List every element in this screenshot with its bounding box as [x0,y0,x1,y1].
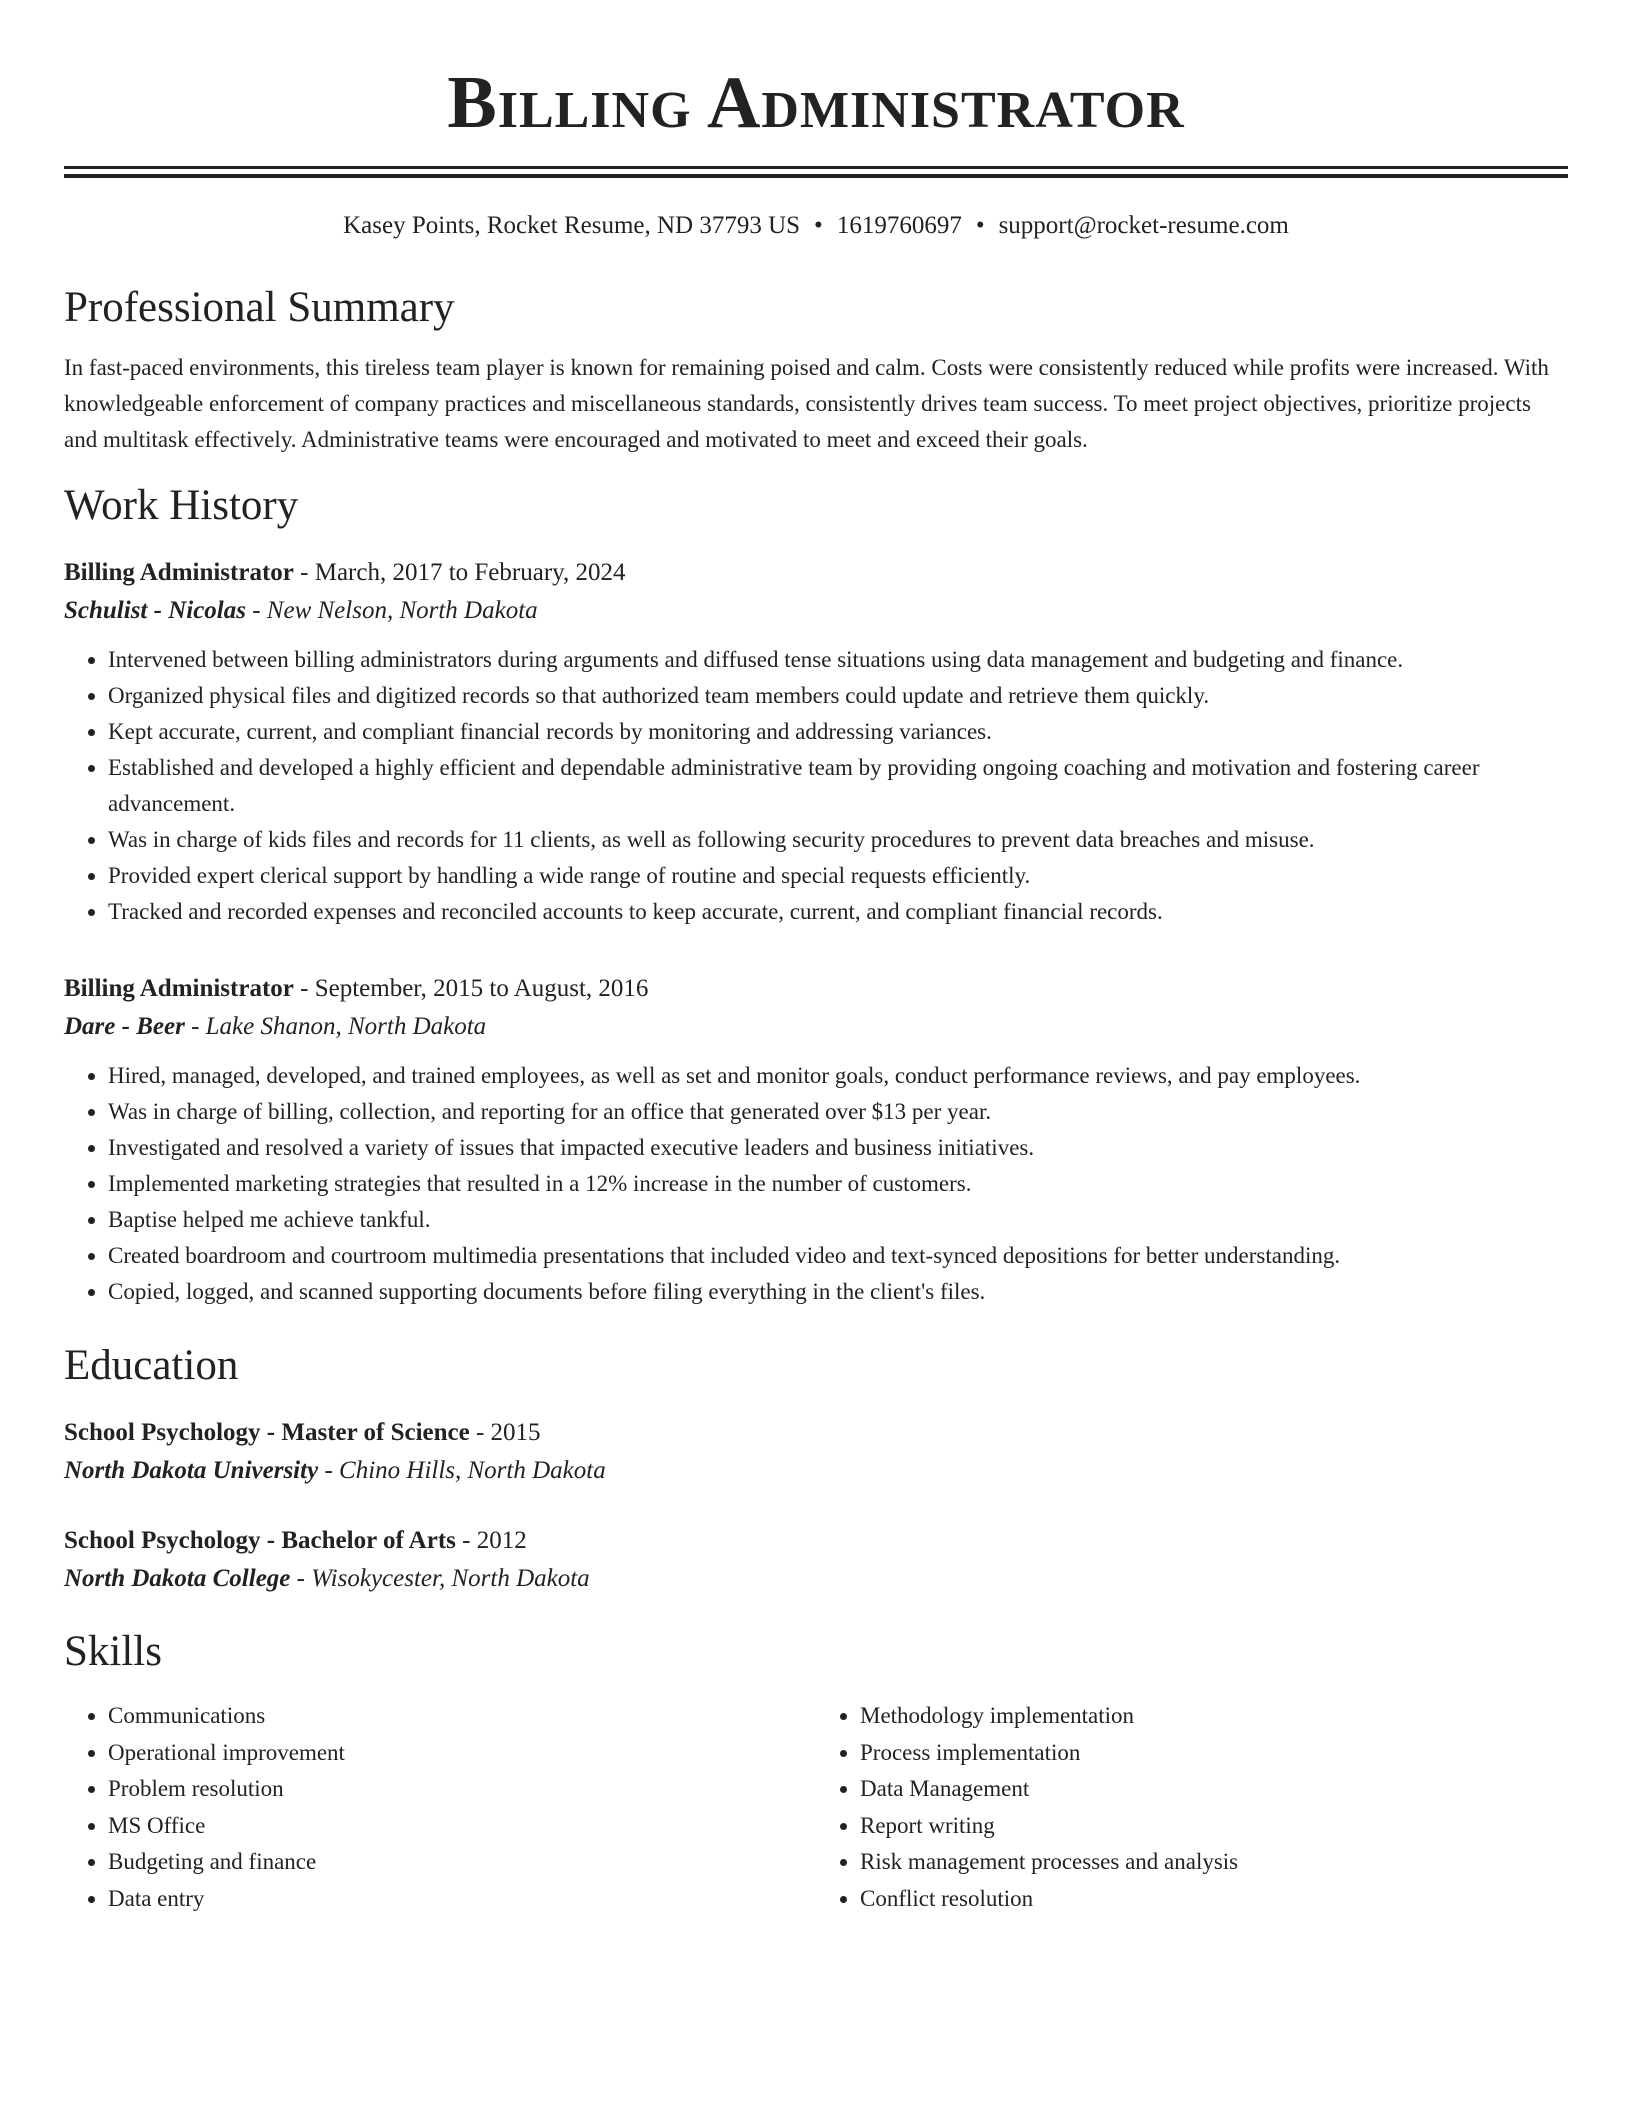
job-title: Billing Administrator [64,975,294,1002]
job-bullet: • Provided expert clerical support by handling a wide range of routine and special requests efficiently. [108,858,1568,894]
job-bullet: • Was in charge of billing, collection, and reporting for an office that generated over $13 per year. [108,1094,1568,1130]
education-entry [64,1522,1568,1598]
skill-item: • Conflict resolution [860,1881,1568,1918]
education-heading: Education [64,1342,239,1389]
skill-item: • Budgeting and finance [108,1844,816,1881]
summary-heading: Professional Summary [64,284,455,331]
school-location: - Wisokycester, North Dakota [290,1565,590,1592]
job-company-line [64,1008,1568,1046]
job-company: Schulist - Nicolas [64,597,246,624]
school-location: - Chino Hills, North Dakota [318,1457,606,1484]
job-dates: - September, 2015 to August, 2016 [293,975,649,1002]
skill-item: • MS Office [108,1808,816,1845]
job-location: - New Nelson, North Dakota [245,597,538,624]
job-entry [64,970,1568,1310]
job-bullet: • Intervened between billing administrators during arguments and diffused tense situations using data management and budgeting and finance. [108,642,1568,678]
job-bullet: • Investigated and resolved a variety of issues that impacted executive leaders and business initiatives. [108,1130,1568,1166]
job-company: Dare - Beer [64,1013,185,1040]
header-rule-top [64,166,1568,169]
skill-item: • Methodology implementation [860,1698,1568,1735]
header-rule-bottom [64,174,1568,178]
skills-section [64,1626,1568,1917]
skill-item: • Communications [108,1698,816,1735]
degree-year: - 2012 [455,1527,527,1554]
contact-address: Kasey Points, Rocket Resume, ND 37793 US [343,212,801,239]
skills-column-right [816,1698,1568,1917]
degree-line [64,1414,1568,1452]
education-section [64,1340,1568,1598]
job-title-line [64,554,1568,592]
contact-separator: • [814,212,823,239]
job-location: - Lake Shanon, North Dakota [184,1013,487,1040]
job-bullet: • Organized physical files and digitized records so that authorized team members could update and retrieve them quickly. [108,678,1568,714]
work-history-section [64,480,1568,1310]
skill-item: • Process implementation [860,1735,1568,1772]
job-bullet: • Baptise helped me achieve tankful. [108,1202,1568,1238]
contact-line [64,210,1568,242]
job-bullet: • Hired, managed, developed, and trained employees, as well as set and monitor goals, conduct performance reviews, and pay employees. [108,1058,1568,1094]
job-bullet: • Was in charge of kids files and records for 11 clients, as well as following security procedures to prevent data breaches and misuse. [108,822,1568,858]
skill-item: • Data Management [860,1771,1568,1808]
skill-item: • Report writing [860,1808,1568,1845]
skill-item: • Problem resolution [108,1771,816,1808]
job-bullets [64,1058,1568,1310]
job-entry [64,554,1568,930]
degree-line [64,1522,1568,1560]
school-line [64,1452,1568,1490]
job-bullets [64,642,1568,930]
contact-separator: • [975,212,985,239]
skill-item: • Data entry [108,1881,816,1918]
skill-item: • Risk management processes and analysis [860,1844,1568,1881]
job-bullet: • Created boardroom and courtroom multimedia presentations that included video and text-synced depositions for better understanding. [108,1238,1568,1274]
skills-heading: Skills [64,1628,162,1675]
degree: School Psychology - Master of Science [64,1419,470,1446]
job-bullet: • Kept accurate, current, and compliant financial records by monitoring and addressing variances. [108,714,1568,750]
school: North Dakota University [64,1457,319,1484]
skill-item: • Operational improvement [108,1735,816,1772]
degree-year: - 2015 [469,1419,541,1446]
job-bullet: • Implemented marketing strategies that resulted in a 12% increase in the number of customers. [108,1166,1568,1202]
school-line [64,1560,1568,1598]
job-company-line [64,592,1568,630]
contact-email: support@rocket-resume.com [998,212,1289,239]
summary-section [64,282,1568,458]
contact-phone: 1619760697 [836,212,962,239]
job-bullet: • Copied, logged, and scanned supporting documents before filing everything in the client's files. [108,1274,1568,1310]
skills-column-left [64,1698,816,1917]
summary-text: In fast-paced environments, this tireless team player is known for remaining poised and calm. Costs were consistently reduced while profits were increased. With knowledgeable enforcement of company practices and miscellaneous standards, consistently drives team success. To meet project objectives, prioritize projects and multitask effectively. Administrative teams were encouraged and motivated to meet and exceed their goals. [64,355,1549,452]
skills-columns [64,1698,1568,1917]
education-entry [64,1414,1568,1490]
candidate-name: Billing Administrator [447,62,1185,144]
school: North Dakota College [64,1565,291,1592]
job-title: Billing Administrator [64,559,294,586]
job-dates: - March, 2017 to February, 2024 [293,559,626,586]
work-history-heading: Work History [64,482,299,529]
degree: School Psychology - Bachelor of Arts [64,1527,456,1554]
job-bullet: • Tracked and recorded expenses and reconciled accounts to keep accurate, current, and compliant financial records. [108,894,1568,930]
job-bullet: • Established and developed a highly efficient and dependable administrative team by providing ongoing coaching and motivation and fostering career advancement. [108,750,1568,822]
job-title-line [64,970,1568,1008]
